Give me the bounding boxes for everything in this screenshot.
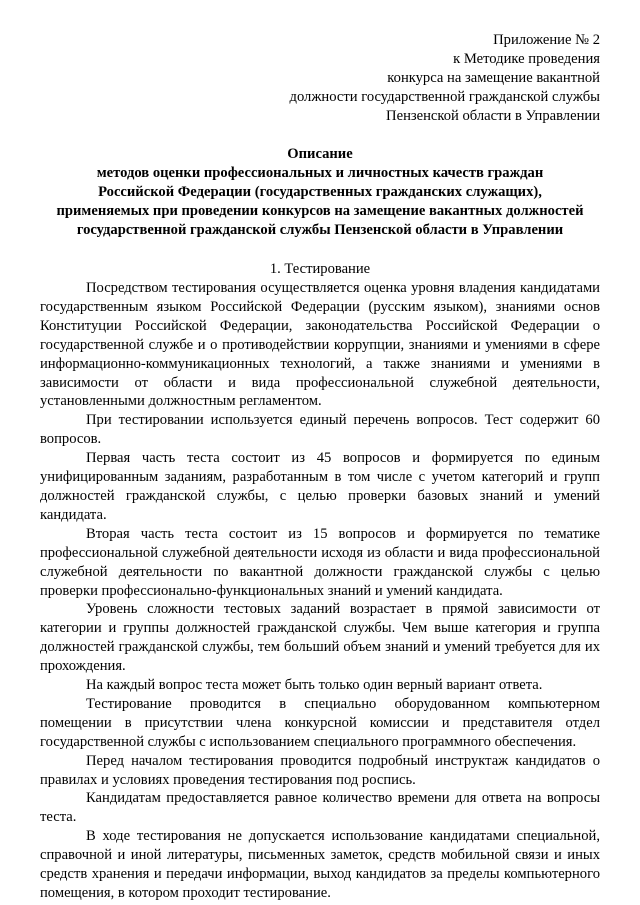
paragraph: Кандидатам предоставляется равное количество времени для ответа на вопросы теста. (40, 790, 600, 826)
title-line: государственной гражданской службы Пензенской области в Управлении (76, 222, 564, 238)
document-body (40, 279, 600, 903)
title-line: методов оценки профессиональных и личностных качеств граждан (96, 165, 544, 181)
section-heading: 1. Тестирование (269, 261, 371, 277)
paragraph: В ходе тестирования не допускается использование кандидатами специальной, справочной и иной литературы, письменных заметок, средств мобильной связи и иных средств хранения и передачи информации, выход кандидатов за пределы компьютерного помещения, в котором проходит тестирование. (40, 828, 600, 901)
paragraph: Посредством тестирования осуществляется оценка уровня владения кандидатами государственным языком Российской Федерации (русским языком), знаниями основ Конституции Российской Федерации, законодательства Российской Федерации о государственной службе и о противодействии коррупции, знаниями и умениями в сфере информационно-коммуникационных технологий, а также знаниями и умениями в зависимости от области и вида профессиональной служебной деятельности, установленными должностным регламентом. (40, 280, 600, 410)
appendix-line: Приложение № 2 (493, 32, 600, 48)
paragraph: При тестировании используется единый перечень вопросов. Тест содержит 60 вопросов. (40, 412, 600, 448)
paragraph: Перед началом тестирования проводится подробный инструктаж кандидатов о правилах и условиях проведения тестирования под роспись. (40, 752, 600, 788)
paragraph: На каждый вопрос теста может быть только один верный вариант ответа. (86, 677, 543, 694)
paragraph: Первая часть теста состоит из 45 вопросов и формируется по единым унифицированным заданиям, разработанным в том числе с учетом категорий и групп должностей гражданской службы, с целью проверки базовых знаний и умений кандидата. (40, 450, 600, 523)
title-line: применяемых при проведении конкурсов на замещение вакантных должностей (56, 203, 584, 219)
title-line: Российской Федерации (государственных гражданских служащих), (98, 184, 542, 200)
appendix-line: к Методике проведения (453, 51, 600, 67)
title-line: Описание (287, 146, 353, 162)
appendix-header (40, 31, 600, 126)
appendix-line: конкурса на замещение вакантной (387, 70, 600, 86)
document-title (40, 145, 600, 240)
paragraph: Уровень сложности тестовых заданий возрастает в прямой зависимости от категории и группы должностей гражданской службы. Чем выше категория и группа должностей гражданской службы, тем больший объем знаний и умений требуется для их прохождения. (40, 601, 600, 675)
appendix-line: Пензенской области в Управлении (386, 108, 600, 124)
appendix-line: должности государственной гражданской службы (289, 89, 600, 105)
paragraph: Вторая часть теста состоит из 15 вопросов и формируется по тематике профессиональной служебной деятельности исходя из области и вида профессиональной служебной деятельности по вакантной должности гражданской службы с целью проверки профессионально-функциональных знаний и умений кандидата. (40, 525, 600, 599)
paragraph: Тестирование проводится в специально оборудованном компьютерном помещении в присутствии члена конкурсной комиссии и представителя отдел государственной службы с использованием специального программного обеспечения. (40, 695, 600, 750)
